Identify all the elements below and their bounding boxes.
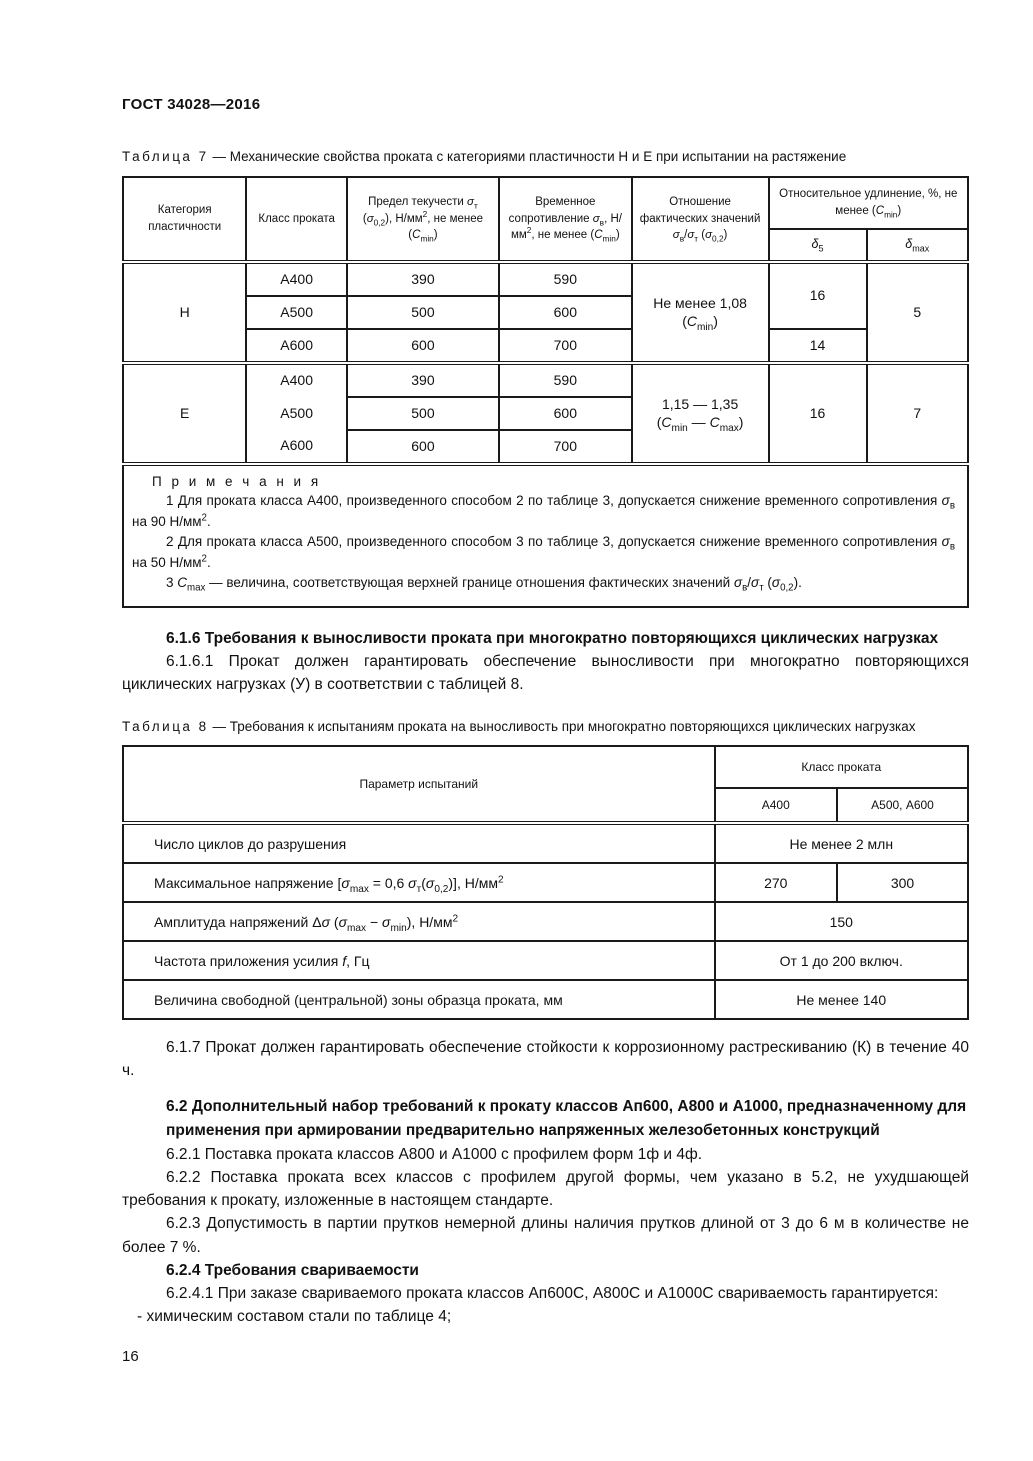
cell-yield: 390 [347,363,499,397]
table7-header-category: Категория пластичности [123,177,246,262]
cell-tensile: 590 [499,363,632,397]
cell-ratio-e [632,363,769,464]
table-row [123,329,968,363]
cell-d5: 16 [769,363,867,464]
cell-class: А600 [246,430,347,464]
cell-yield: 600 [347,329,499,363]
table-7 [122,176,969,608]
cell-class: А500 [246,296,347,329]
cell-dmax: 5 [867,262,968,363]
table8-caption-text: — Требования к испытаниям проката на выносливость при многократно повторяющихся циклических нагрузках [212,719,916,735]
cell-yield: 500 [347,296,499,329]
table7-header-yield: Предел текучести $\sigma_т$ $(\sigma_{0,2})$, $Н/мм^2$, не менее $(C_{min})$ [347,177,499,262]
section-6-2-4-1-paragraph: 6.2.4.1 При заказе свариваемого проката классов Ап600С, А800С и А1000С свариваемость гарантируется: [166,1285,939,1303]
cell-value-a500-a600: 300 [837,863,968,902]
table7-caption-text: — Механические свойства проката с категориями пластичности Н и Е при испытании на растяжение [212,149,847,164]
cell-class: А400 [246,363,347,397]
ratio-line2: $(C_{min})$ [682,313,718,333]
section-6-2-1-paragraph: 6.2.1 Поставка проката классов А800 и А1000 с профилем форм 1ф и 4ф. [166,1145,703,1163]
note-3: 3 $C_{max}$ — величина, соответствующая верхней границе отношения фактических значений $\sigma_в/\sigma_т$ $(\sigma_{0,2})$. [166,575,802,594]
cell-param: Амплитуда напряжений Δσ $(\sigma_{max} - \sigma_{min})$, $Н/мм^2$ [123,902,715,941]
table8-header-a500-a600: А500, А600 [837,788,968,823]
table7-header-deltamax: $\delta_{max}$ [867,229,968,262]
table-row [123,863,968,902]
table8-caption-label: Таблица 8 [122,719,209,735]
cell-param: Максимальное напряжение [$\sigma_{max} = 0,6$ $\sigma_т(\sigma_{0,2})$], $Н/мм^2$ [123,863,715,902]
cell-yield: 500 [347,397,499,430]
list-item-chemical-composition: - химическим составом стали по таблице 4; [137,1308,452,1326]
cell-yield: 390 [347,262,499,296]
cell-tensile: 600 [499,296,632,329]
table7-header-elongation: Относительное удлинение, %, не менее $(C_{min})$ [769,177,968,229]
notes-title: П р и м е ч а н и я [152,473,322,489]
table7-caption-label: Таблица 7 [122,149,209,164]
section-6-2-4-heading: 6.2.4 Требования свариваемости [166,1261,419,1279]
cell-category-e: Е [123,363,246,464]
section-6-2-3-paragraph: 6.2.3 Допустимость в партии прутков немерной длины наличия прутков длиной от 3 до 6 м в количестве не более 7 %. [122,1215,969,1256]
section-6-2-heading: 6.2 Дополнительный набор требований к прокату классов Ап600, А800 и А1000, предназначенному для применения при армировании предварительно напряженных железобетонных конструкций [166,1097,967,1139]
table7-notes-row [123,464,968,607]
table-8 [122,745,969,1020]
note-2: 2 Для проката класса А500, произведенного способом 3 по таблице 3, допускается снижение временного сопротивления $\sigma_в$ на 50 $Н/мм^2$. [132,534,955,570]
table-row [123,980,968,1019]
ratio-line1: 1,15 — 1,35 [661,395,739,412]
page-number: 16 [122,1347,139,1365]
table-row [123,823,968,863]
cell-value-a400: 270 [715,863,838,902]
table7-notes [123,464,968,607]
cell-class: А500 [246,397,347,430]
table7-header-class: Класс проката [246,177,347,262]
section-6-1-6-1-paragraph: 6.1.6.1 Прокат должен гарантировать обеспечение выносливости при многократно повторяющихся циклических нагрузках (У) в соответствии с таблицей 8. [122,652,969,694]
cell-tensile: 600 [499,397,632,430]
cell-ratio-h [632,262,769,363]
cell-tensile: 700 [499,329,632,363]
table-row [123,262,968,296]
cell-tensile: 590 [499,262,632,296]
section-6-2-2-paragraph: 6.2.2 Поставка проката всех классов с профилем другой формы, чем указано в 5.2, не ухудшающей требования к прокату, изложенные в настоящем стандарте. [122,1168,969,1210]
cell-param: Величина свободной (центральной) зоны образца проката, мм [123,980,715,1019]
cell-param: Частота приложения усилия f, Гц [123,941,715,980]
cell-class: А400 [246,262,347,296]
table7-header-row [123,177,968,229]
section-6-1-6-heading: 6.1.6 Требования к выносливости проката при многократно повторяющихся циклических нагрузках [166,629,939,647]
cell-d5: 16 [769,262,867,329]
ratio-line1: Не менее 1,08 [653,294,747,311]
table7-caption [122,147,969,167]
cell-param: Число циклов до разрушения [123,823,715,863]
table7-header-ratio: Отношение фактических значений $\sigma_в/\sigma_т$ $(\sigma_{0,2})$ [632,177,769,262]
table8-header-class-group: Класс проката [715,746,969,788]
table8-header-row [123,746,968,788]
cell-yield: 600 [347,430,499,464]
cell-d5: 14 [769,329,867,363]
table8-caption [122,717,969,737]
table-row [123,363,968,397]
cell-value: 150 [715,902,969,941]
table-row [123,902,968,941]
cell-value: От 1 до 200 включ. [715,941,969,980]
cell-value: Не менее 2 млн [715,823,969,863]
section-6-1-7-paragraph: 6.1.7 Прокат должен гарантировать обеспечение стойкости к коррозионному растрескиванию (К) в течение 40 ч. [122,1039,969,1080]
note-1: 1 Для проката класса А400, произведенного способом 2 по таблице 3, допускается снижение временного сопротивления $\sigma_в$ на 90 $Н/мм^2$. [132,493,955,529]
cell-class: А600 [246,329,347,363]
cell-value: Не менее 140 [715,980,969,1019]
cell-tensile: 700 [499,430,632,464]
table7-header-delta5: $\delta_5$ [769,229,867,262]
running-header: ГОСТ 34028—2016 [122,96,261,113]
ratio-line2: ($C_{min}$ — $C_{max}$) [656,414,744,434]
cell-category-h: Н [123,262,246,363]
table8-header-a400: А400 [715,788,838,823]
table-row [123,941,968,980]
cell-dmax: 7 [867,363,968,464]
table8-header-param: Параметр испытаний [123,746,715,823]
table7-header-tensile: Временное сопротивление $\sigma_в$, $Н/мм^2$, не менее $(C_{min})$ [499,177,632,262]
